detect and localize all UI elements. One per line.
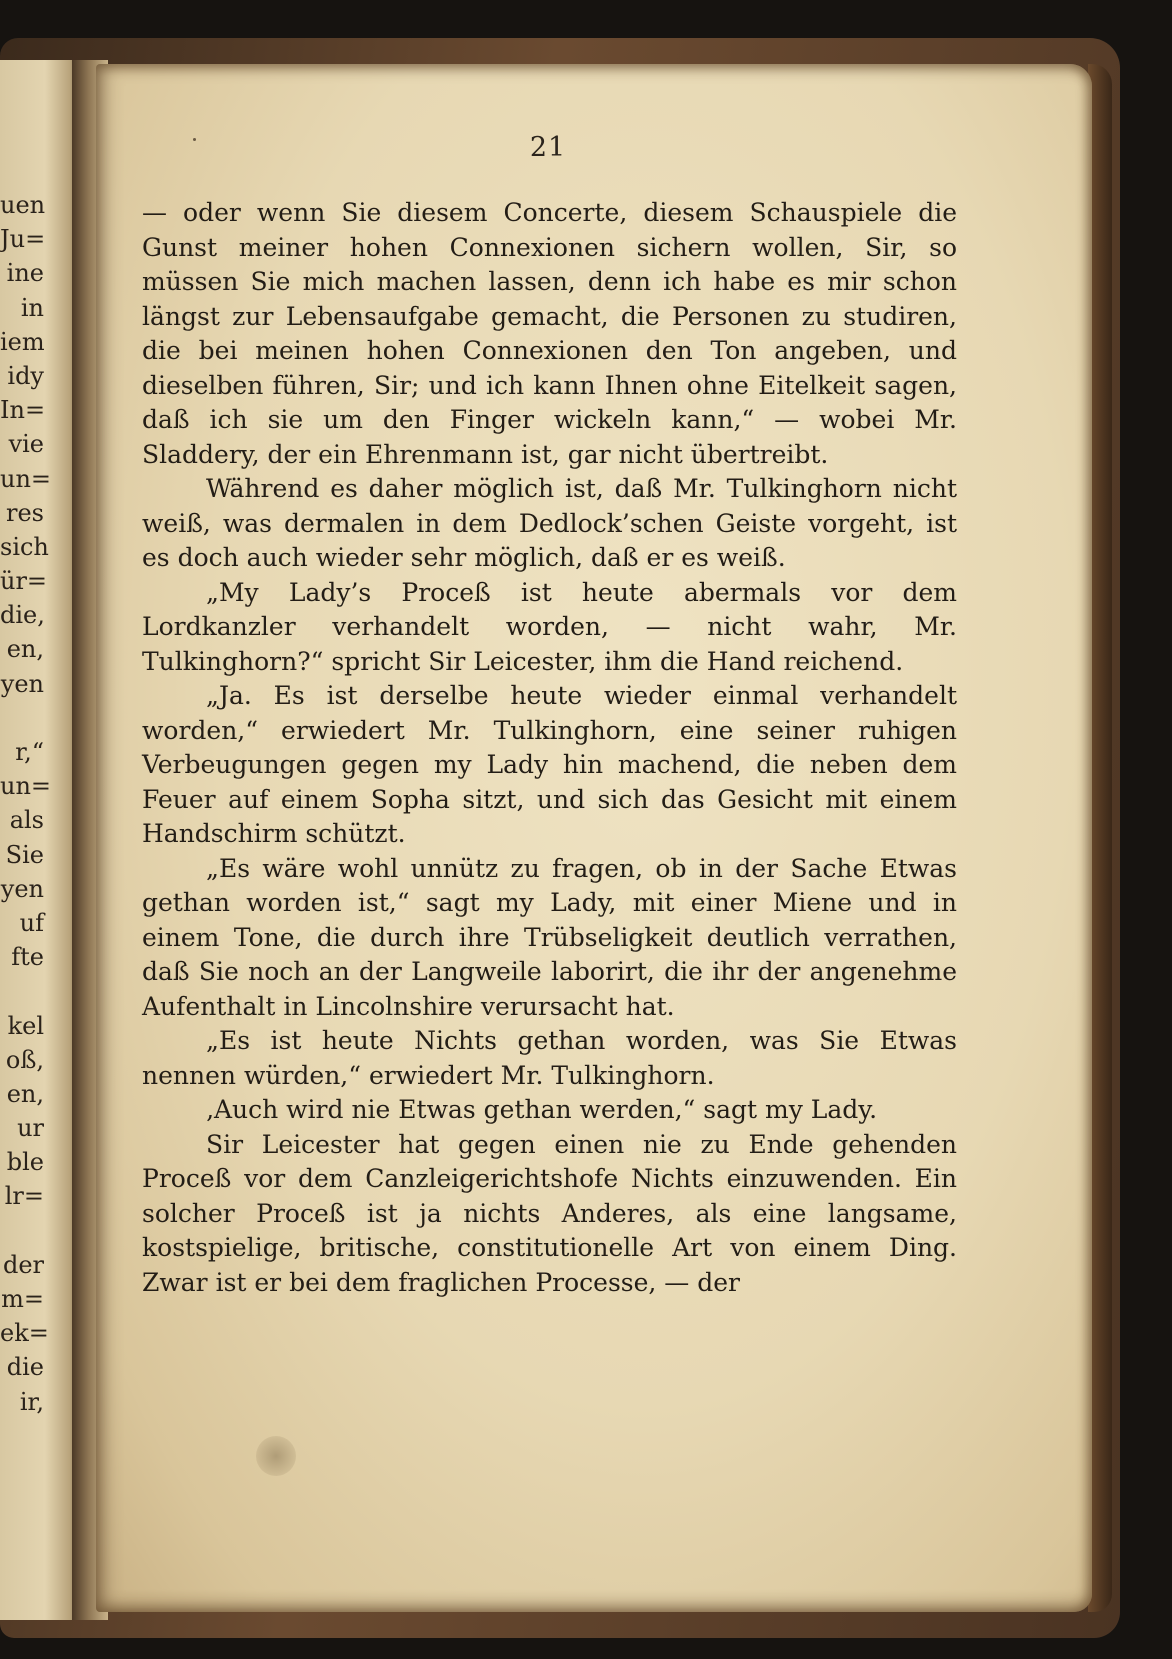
- paragraph: „Es wäre wohl unnütz zu fragen, ob in der Sache Etwas gethan worden ist,“ sagt my Lady, mit einer Miene und in einem Tone, die durch ihre Trübseligkeit deutlich verrathen, daß Sie noch an der Langweile laborirt, die ihr der angenehme Aufenthalt in Lincolnshire verursacht hat.: [142, 853, 957, 1021]
- paper-stain: [256, 1436, 296, 1476]
- left-page-fragment: Ju=: [0, 225, 46, 254]
- left-page-fragment: in: [20, 293, 44, 322]
- left-page-fragment: ek=: [0, 1319, 49, 1348]
- paragraph: „Es ist heute Nichts gethan worden, was Sie Etwas nennen würden,“ erwiedert Mr. Tulkinghorn.: [142, 1026, 957, 1090]
- paragraph: — oder wenn Sie diesem Concerte, diesem Schauspiele die Gunst meiner hohen Connexionen sichern wollen, Sir, so müssen Sie mich machen lassen, denn ich habe es mir schon längst zur Lebensaufgabe gemacht, die Personen zu studiren, die bei meinen hohen Connexionen den Ton angeben, und dieselben führen, Sir; und ich kann Ihnen ohne Eitelkeit sagen, daß ich sie um den Finger wickeln kann,“ — wobei Mr. Sladdery, der ein Ehrenmann ist, gar nicht übertreibt.: [142, 198, 957, 469]
- left-page-fragment: [0, 1214, 44, 1248]
- left-page-fragment: m=: [1, 1285, 44, 1313]
- left-page-fragment: ir,: [19, 1387, 44, 1416]
- left-page-fragment: als: [9, 806, 44, 835]
- left-page-fragment: sich: [0, 532, 49, 561]
- left-page-fragment: res: [6, 498, 44, 527]
- page-number: 21: [529, 132, 567, 163]
- left-page-fragment: [0, 974, 44, 1008]
- left-page-fragment: en,: [6, 1079, 44, 1108]
- left-page-fragment: fte: [11, 943, 44, 972]
- paragraph: Sir Leicester hat gegen einen nie zu Ende gehenden Proceß vor dem Canzleigerichtshofe Nichts einzuwenden. Ein solcher Proceß ist ja nichts Anderes, als eine langsame, kostspielige, britische, constitutionelle Art von einem Ding. Zwar ist er bei dem fraglichen Processe, — der: [142, 1129, 957, 1297]
- left-page-fragment: un=: [0, 464, 52, 493]
- paragraph: ‚Auch wird nie Etwas gethan werden,“ sagt my Lady.: [206, 1095, 878, 1124]
- page-body-text: [142, 196, 957, 1300]
- left-page-fragment: yen: [0, 669, 44, 698]
- left-page-fragment: kel: [7, 1011, 44, 1040]
- left-page-fragment: [0, 701, 44, 735]
- left-page-fragment: Sie: [5, 840, 44, 869]
- left-page-fragment: vie: [8, 430, 44, 459]
- paragraph: „My Lady’s Proceß ist heute abermals vor dem Lordkanzler verhandelt worden, — nicht wahr, Mr. Tulkinghorn?“ spricht Sir Leicester, ihm die Hand reichend.: [142, 577, 957, 676]
- left-page-fragment: lr=: [4, 1182, 44, 1211]
- paper-speck: [193, 138, 196, 141]
- left-page-fragment: uen: [0, 191, 46, 219]
- left-page-fragment: en,: [6, 635, 44, 664]
- left-page-fragment: ür=: [0, 567, 48, 596]
- left-page-fragment: die,: [0, 601, 45, 630]
- left-page-fragment: idy: [7, 361, 44, 390]
- left-page-fragment: iem: [0, 327, 45, 356]
- left-page-fragment: yen: [0, 874, 44, 903]
- paragraph: „Ja. Es ist derselbe heute wieder einmal verhandelt worden,“ erwiedert Mr. Tulkinghorn, eine seiner ruhigen Verbeugungen gegen my Lady hin machend, die neben dem Feuer auf einem Sopha sitzt, und sich das Gesicht mit einem Handschirm schützt.: [142, 681, 957, 848]
- left-page-fragment: der: [2, 1250, 44, 1279]
- left-page-fragment: r,“: [15, 738, 44, 766]
- left-page-fragment: uf: [19, 908, 44, 937]
- left-page-fragment: In=: [0, 396, 46, 425]
- left-page-fragment: oß,: [5, 1045, 44, 1074]
- left-page-fragment: un=: [0, 772, 52, 801]
- left-page-fragment: die: [6, 1353, 44, 1382]
- left-page-fragment: ur: [17, 1114, 44, 1143]
- paragraph: Während es daher möglich ist, daß Mr. Tulkinghorn nicht weiß, was dermalen in dem Dedlock’schen Geiste vorgeht, ist es doch auch wieder sehr möglich, daß er es weiß.: [142, 474, 957, 572]
- left-page-fragment: ine: [6, 259, 44, 288]
- left-page-text-fragments: [0, 188, 52, 1419]
- left-page-fragment: ble: [6, 1148, 44, 1177]
